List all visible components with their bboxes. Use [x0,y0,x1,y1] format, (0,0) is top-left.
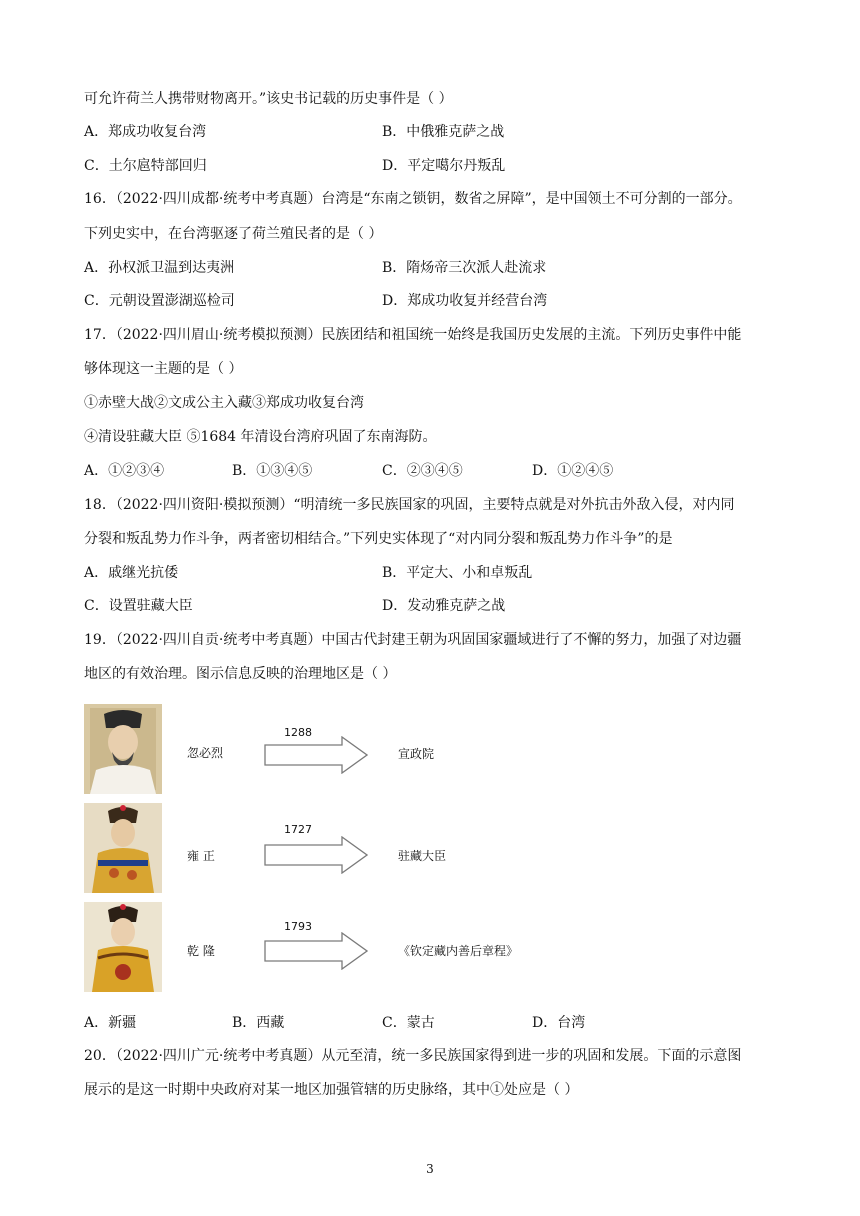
q15-option-c: C．土尔扈特部回归 [84,158,207,174]
page-number: 3 [426,1162,434,1176]
q17-option-c: C．②③④⑤ [382,463,463,479]
figure-institution: 宣政院 [398,747,435,761]
q16-option-d: D．郑成功收复并经营台湾 [382,293,548,309]
q18-option-a: A．戚继光抗倭 [84,565,179,581]
kublai-portrait-image [84,704,162,794]
q15-option-a: A．郑成功收复台湾 [84,124,207,140]
figure-row-kublai [84,704,544,794]
figure-year: 1727 [284,823,312,836]
figure-person-name: 雍 正 [187,849,215,863]
q16-option-b: B．隋炀帝三次派人赴流求 [382,260,547,276]
q20-stem-line1: 20．（2022·四川广元·统考中考真题）从元至清，统一多民族国家得到进一步的巩固和发展。下面的示意图 [84,1048,742,1064]
q17-stem-line4: ④清设驻藏大臣 ⑤1684 年清设台湾府巩固了东南海防。 [84,429,437,445]
figure-row-qianlong [84,902,544,992]
q20-stem-line2: 展示的是这一时期中央政府对某一地区加强管辖的历史脉络，其中①处应是（ ） [84,1082,579,1098]
q18-option-b: B．平定大、小和卓叛乱 [382,565,533,581]
q17-stem-line3: ①赤壁大战②文成公主入藏③郑成功收复台湾 [84,395,364,411]
q17-stem-line1: 17．（2022·四川眉山·统考模拟预测）民族团结和祖国统一始终是我国历史发展的主流。下列历史事件中能 [84,327,742,343]
figure-person-name: 乾 隆 [187,944,215,958]
q18-option-d: D．发动雅克萨之战 [382,598,506,614]
q15-option-d: D．平定噶尔丹叛乱 [382,158,506,174]
qianlong-portrait-image [84,902,162,992]
q19-stem-line1: 19．（2022·四川自贡·统考中考真题）中国古代封建王朝为巩固国家疆域进行了不懈的努力，加强了对边疆 [84,632,742,648]
figure-row-yongzheng [84,803,544,893]
right-arrow-icon [264,836,368,874]
yongzheng-portrait-image [84,803,162,893]
q15-option-b: B．中俄雅克萨之战 [382,124,505,140]
q16-option-a: A．孙权派卫温到达夷洲 [84,260,235,276]
figure-year: 1793 [284,920,312,933]
figure-institution: 驻藏大臣 [398,849,447,863]
q15-stem: 可允许荷兰人携带财物离开。”该史书记载的历史事件是（ ） [84,91,453,107]
q19-stem-line2: 地区的有效治理。图示信息反映的治理地区是（ ） [84,666,397,682]
figure-person-name: 忽必烈 [187,746,224,760]
q17-stem-line2: 够体现这一主题的是（ ） [84,361,243,377]
q19-option-a: A．新疆 [84,1015,137,1031]
q16-stem-line1: 16．（2022·四川成都·统考中考真题）台湾是“东南之锁钥，数省之屏障”，是中国领土不可分割的一部分。 [84,191,742,207]
q19-option-d: D．台湾 [532,1015,586,1031]
right-arrow-icon [264,932,368,970]
q18-stem-line2: 分裂和叛乱势力作斗争，两者密切相结合。”下列史实体现了“对内同分裂和叛乱势力作斗争”的是 [84,531,673,547]
q19-option-c: C．蒙古 [382,1015,435,1031]
q18-option-c: C．设置驻藏大臣 [84,598,193,614]
figure-year: 1288 [284,726,312,739]
q16-option-c: C．元朝设置澎湖巡检司 [84,293,235,309]
q17-option-b: B．①③④⑤ [232,463,313,479]
q16-stem-line2: 下列史实中，在台湾驱逐了荷兰殖民者的是（ ） [84,226,383,242]
right-arrow-icon [264,736,368,774]
q17-option-a: A．①②③④ [84,463,165,479]
q19-option-b: B．西藏 [232,1015,285,1031]
q17-option-d: D．①②④⑤ [532,463,614,479]
q18-stem-line1: 18．（2022·四川资阳·模拟预测）“明清统一多民族国家的巩固，主要特点就是对外抗击外敌入侵，对内同 [84,497,735,513]
figure-institution: 《钦定藏内善后章程》 [398,944,519,958]
